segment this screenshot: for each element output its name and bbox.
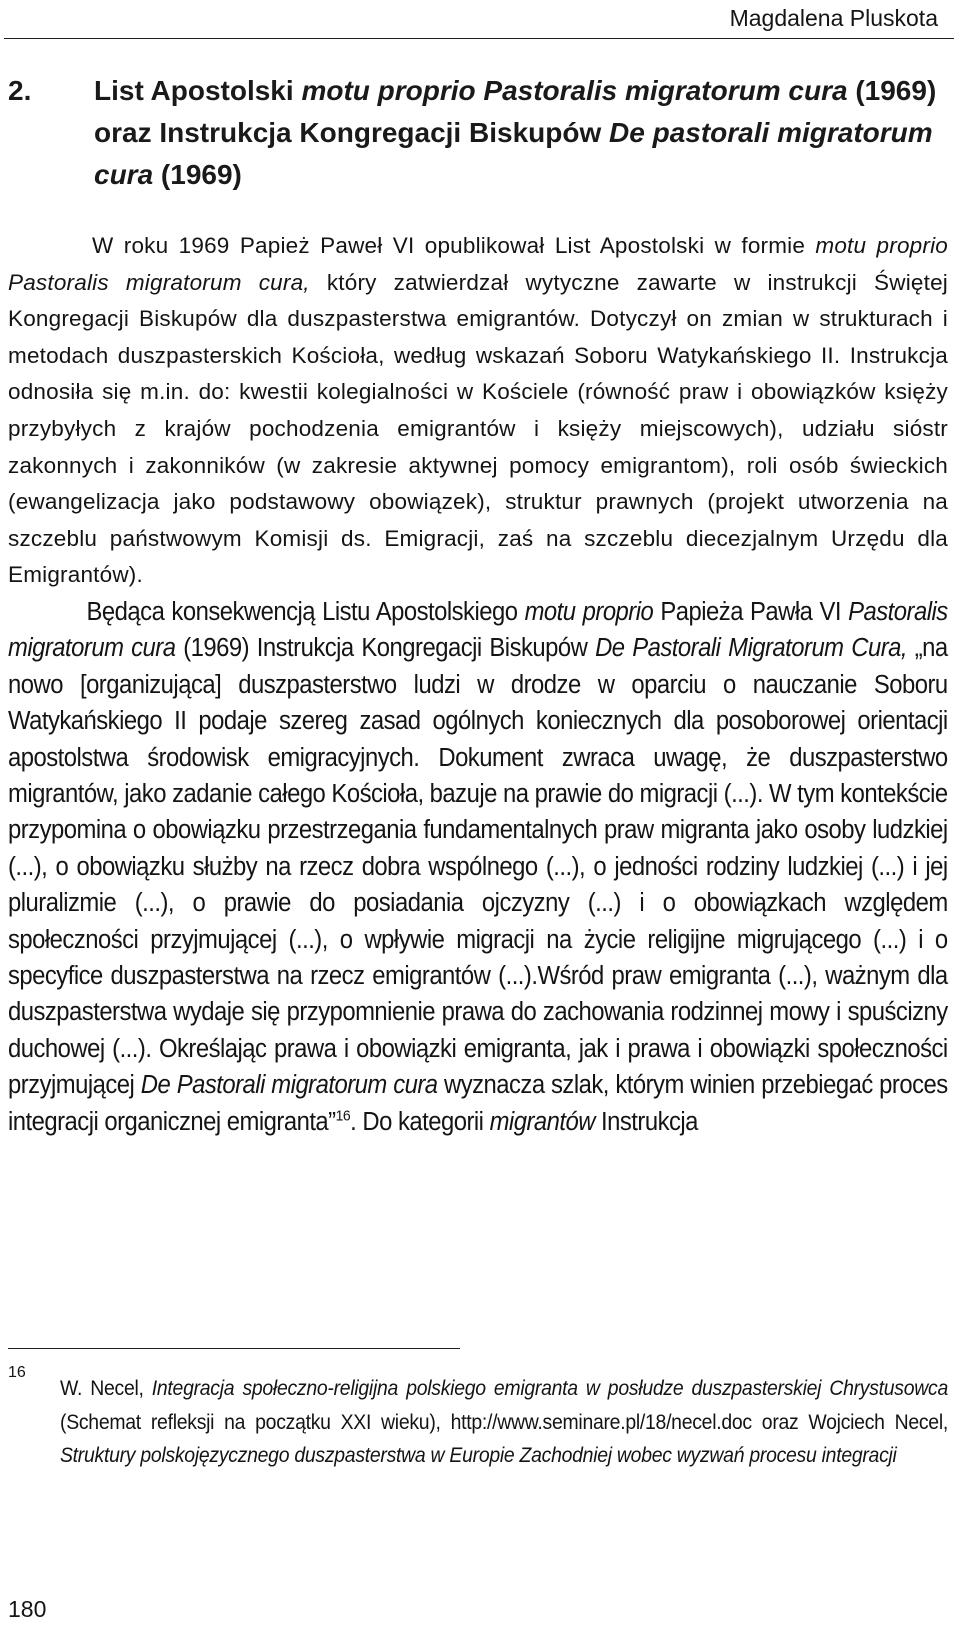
footnote-text (60, 1372, 948, 1473)
footnote-plain-text: W. Necel, (60, 1377, 152, 1400)
body-text (8, 228, 948, 1140)
section-title (94, 70, 948, 196)
footnote (60, 1372, 948, 1473)
section-number: 2. (8, 75, 32, 106)
paragraph-3 (8, 594, 948, 1140)
running-head: Magdalena Pluskota (729, 5, 938, 31)
paragraph-text: „na nowo [organizująca] duszpasterstwo ludzi w drodze w oparciu o nauczanie Soboru Watykańskiego II podaje szereg zasad ogólnych koniecznych dla posoborowej orientacji apostolstwa środowisk emigracyjnych. Dokument zwraca uwagę, że duszpasterstwo migrantów, jako zadanie całego Kościoła, bazuje na prawie do migracji (...). W tym kontekście przypomina o obowiązku przestrzegania fundamentalnych praw migranta jako osoby ludzkiej (...), o obowiązku służby na rzecz dobra wspólnego (...), o jedności rodziny ludzkiej (...) i jej pluralizmie (...), o prawie do posiadania ojczyzny (...) i o obowiązkach względem społeczności przyjmującej (...), o wpływie migracji na życie religijne migrującego (...) i o specyfice duszpasterstwa na rzecz emigrantów (...).Wśród praw emigranta (...), ważnym dla duszpasterstwa wydaje się przypomnienie prawa do zachowania rodzinnej mowy i spuścizny duchowej (...). Określając prawa i obowiązki emigranta, jak i prawa i obowiązki społeczności przyjmującej (8, 634, 948, 1100)
paragraph-text: . Do kategorii (350, 1107, 490, 1136)
footnote-italic-text: Struktury polskojęzycznego duszpasterstwa w Europie Zachodniej wobec wyzwań procesu integracji (60, 1444, 897, 1468)
paragraph-1 (8, 228, 948, 594)
heading-italic-text: motu proprio Pastoralis migratorum cura (301, 75, 848, 106)
paragraph-text: (1969) Instrukcja Kongregacji Biskupów (175, 634, 596, 663)
paragraph-italic-text: De Pastorali Migratorum Cura, (595, 634, 908, 663)
footnote-rule (8, 1348, 460, 1349)
header-rule (4, 38, 954, 39)
paragraph-text: Instrukcja (594, 1107, 698, 1136)
heading-text: List Apostolski (94, 75, 302, 106)
paragraph-text: który zatwierdzał wytyczne zawarte w instrukcji Świętej Kongregacji Biskupów dla duszpasterstwa emigrantów. Dotyczył on zmian w strukturach i metodach duszpasterskich Kościoła, według wskazań Soboru Watykańskiego II. Instrukcja odnosiła się m.in. (8, 269, 948, 405)
paragraph-text: wyznacza szlak, którym winien przebiegać proces integracji organicznej emigranta” (8, 1071, 948, 1136)
paragraph-italic-text: migrantów (489, 1107, 595, 1136)
heading-text: (1969) oraz Instrukcja Kongregacji Biskupów (94, 75, 937, 148)
paragraph-text: W roku 1969 Papież Paweł VI opublikował List Apostolski w formie (92, 233, 816, 258)
paragraph-text: do: kwestii kolegialności w Kościele (równość praw i obowiązków księży przybyłych z krajów pochodzenia emigrantów i księży miejscowych), udziału sióstr zakonnych i zakonników (w zakresie aktywnej pomocy emigrantom), roli osób świeckich (ewangelizacja jako podstawowy obowiązek), struktur prawnych (projekt utworzenia na szczeblu państwowym Komisji ds. Emigracji, zaś na szczeblu diecezjalnym Urzędu dla Emigrantów). (8, 379, 948, 588)
footnote-plain-text: (Schemat refleksji na początku XXI wieku), http://www.seminare.pl/18/necel.doc oraz Wojciech Necel, (60, 1410, 948, 1434)
page-number: 180 (8, 1596, 47, 1622)
paragraph-italic-text: Pastoralis migratorum cura (8, 597, 948, 663)
paragraph-italic-text: De Pastorali migratorum cura (140, 1071, 438, 1100)
paragraph-italic-text: motu proprio (524, 597, 654, 626)
heading-text: (1969) (153, 159, 242, 190)
footnote-italic-text: Integracja społeczno-religijna polskiego emigranta w posłudze duszpasterskiej Chrystusowca (151, 1377, 948, 1400)
heading-italic-text: De pastorali migratorum cura (94, 117, 933, 190)
section-heading (8, 70, 948, 196)
paragraph-text: Będąca konsekwencją Listu Apostolskiego (86, 597, 525, 626)
paragraph-3-wrap (8, 594, 948, 1140)
footnote-reference[interactable]: 16 (335, 1107, 351, 1125)
paragraph-text: Papieża Pawła VI (653, 597, 849, 626)
paragraph-italic-text: motu proprio Pastoralis migratorum cura, (8, 233, 948, 295)
paragraph-1-wrap (8, 228, 948, 594)
footnote-number: 16 (8, 1364, 26, 1381)
